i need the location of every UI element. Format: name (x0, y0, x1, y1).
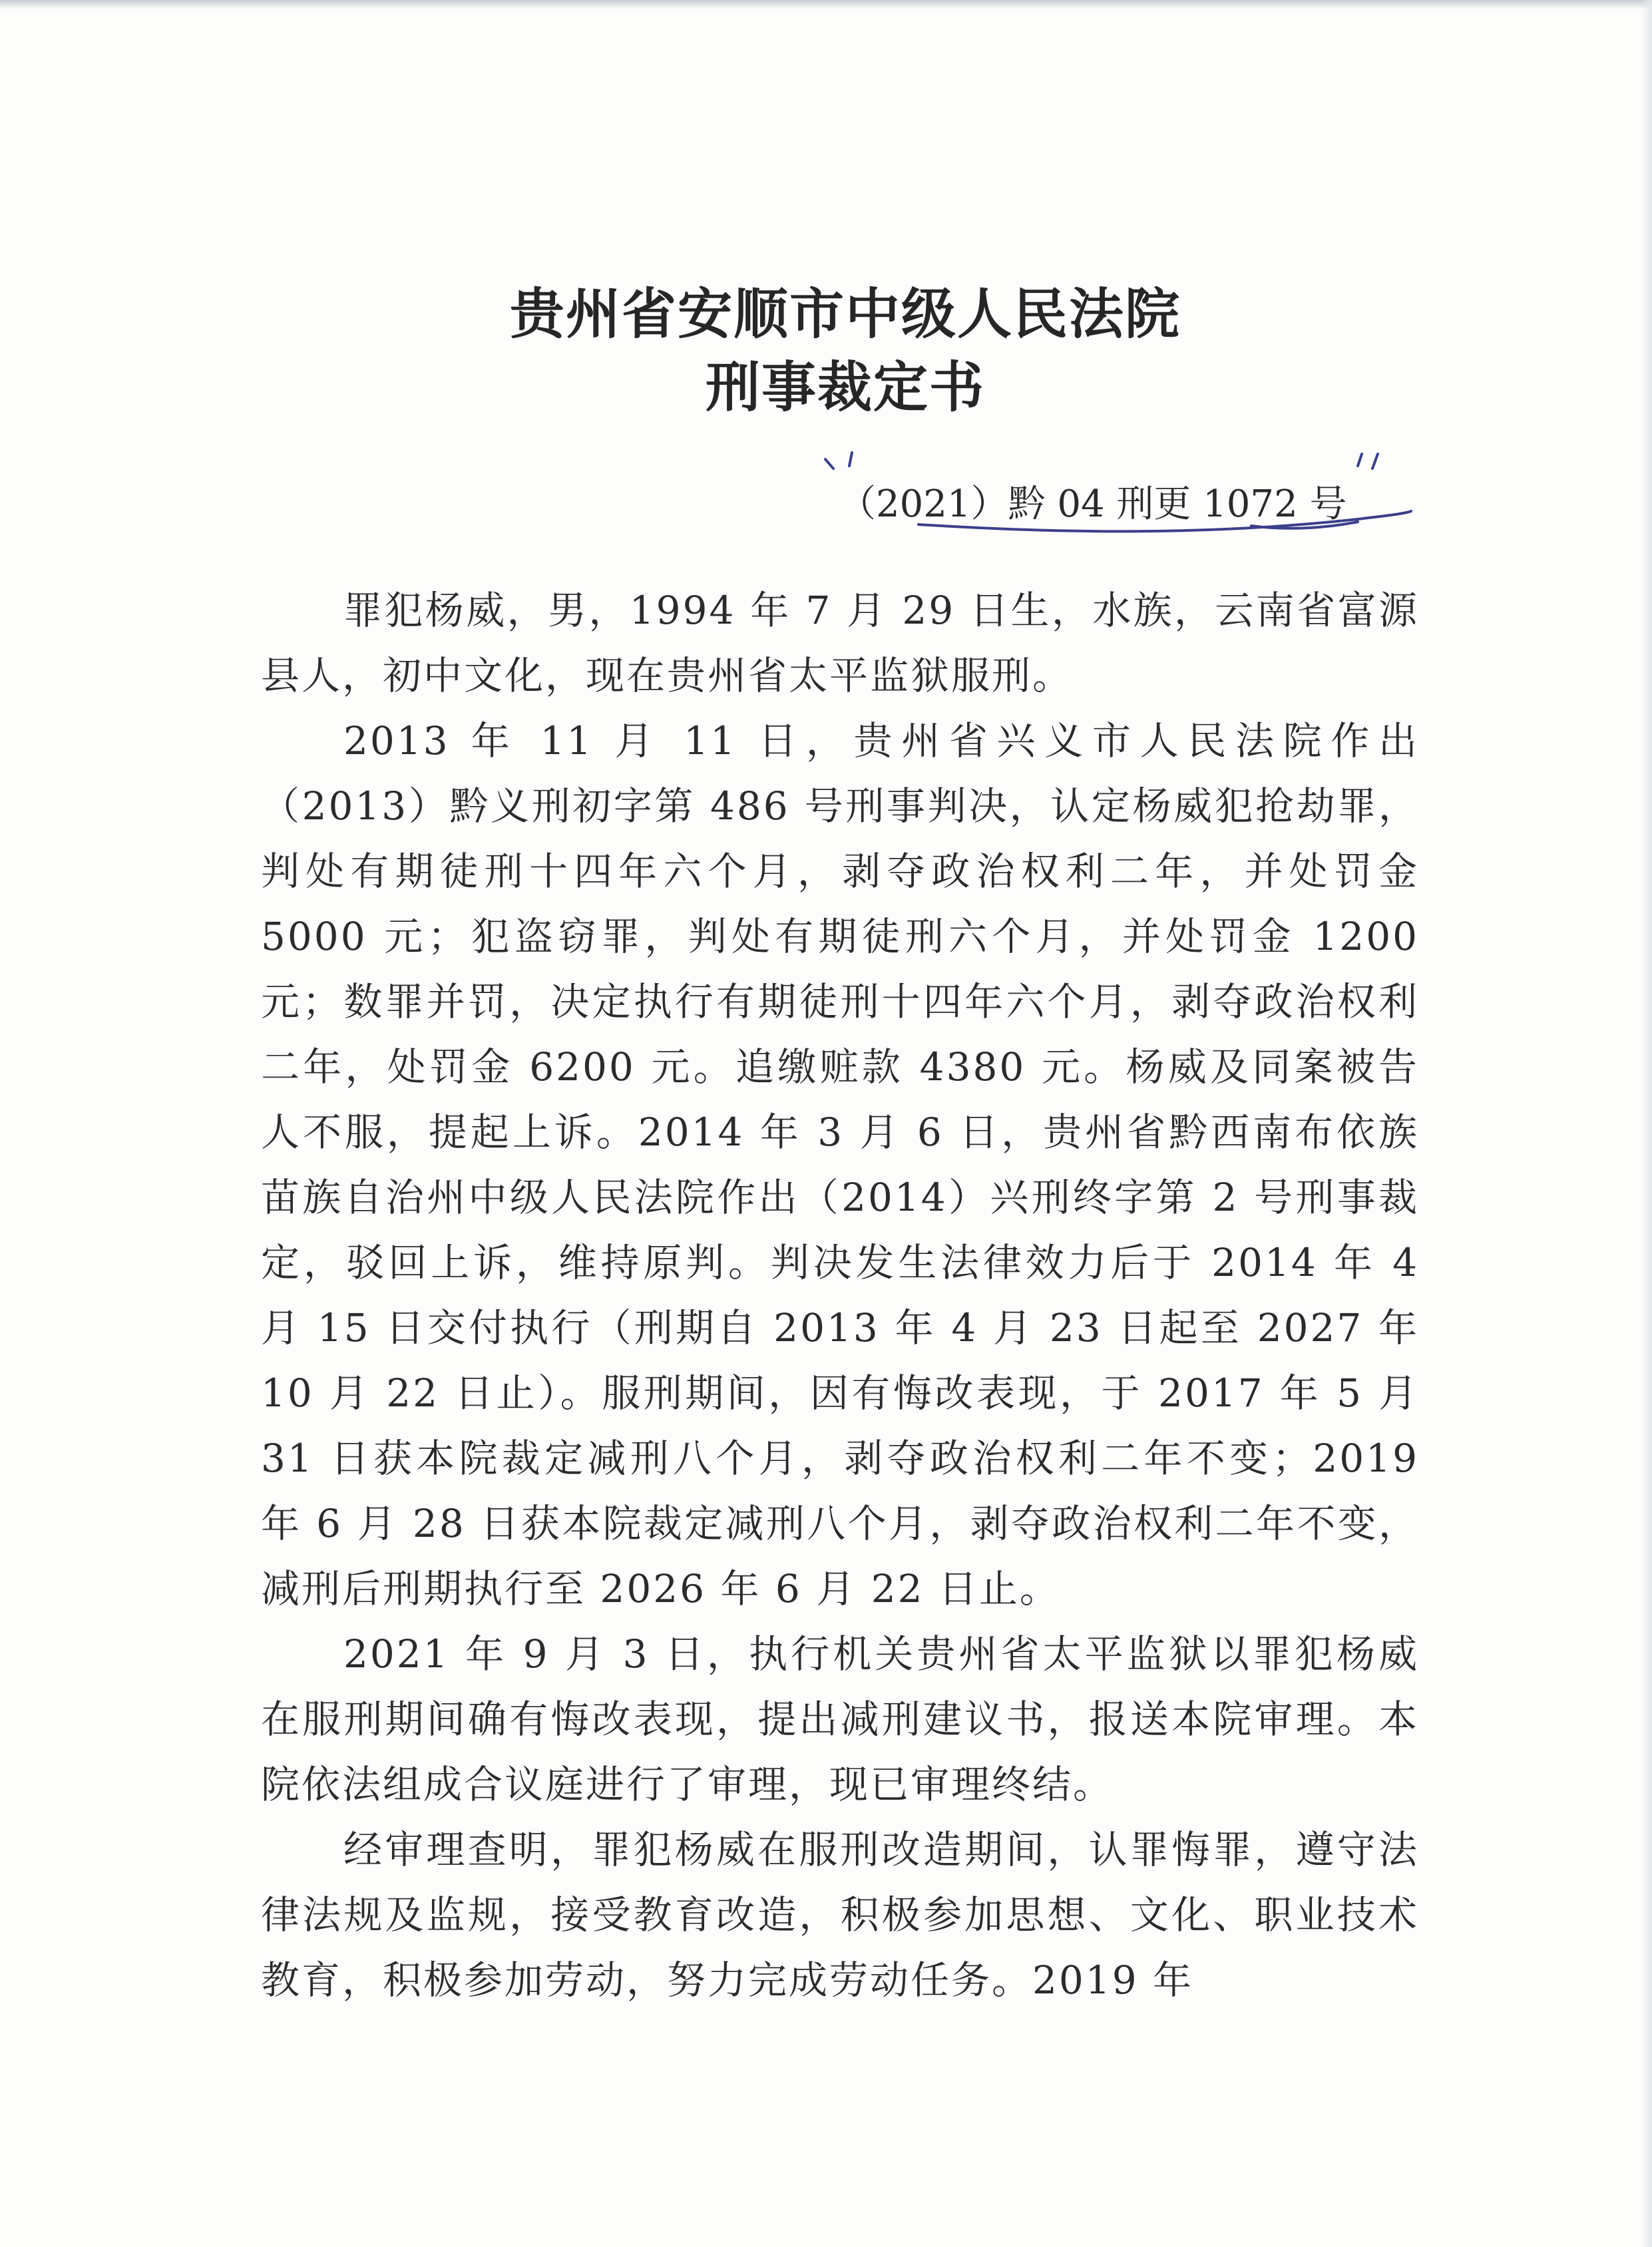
document-body (261, 578, 1419, 2013)
paragraph-proposal: 2021 年 9 月 3 日，执行机关贵州省太平监狱以罪犯杨威在服刑期间确有悔改表现，提出减刑建议书，报送本院审理。本院依法组成合议庭进行了审理，现已审理终结。 (261, 1631, 1419, 1807)
case-number: （2021）黔 04 刑更 1072 号 (839, 483, 1347, 526)
document-title: 刑事裁定书 (705, 356, 985, 419)
court-name: 贵州省安顺市中级人民法院 (509, 283, 1181, 346)
paragraph-findings: 经审理查明，罪犯杨威在服刑改造期间，认罪悔罪，遵守法律法规及监规，接受教育改造，积极参加思想、文化、职业技术教育，积极参加劳动，努力完成劳动任务。2019 年 (261, 1827, 1419, 2003)
paragraph-defendant-info: 罪犯杨威，男，1994 年 7 月 29 日生，水族，云南省富源县人，初中文化，现在贵州省太平监狱服刑。 (261, 588, 1419, 698)
scan-edge-top (0, 0, 1652, 9)
paragraph-case-history: 2013 年 11 月 11 日，贵州省兴义市人民法院作出（2013）黔义刑初字第 486 号刑事判决，认定杨威犯抢劫罪，判处有期徒刑十四年六个月，剥夺政治权利二年，并处罚金 5000 元；犯盗窃罪，判处有期徒刑六个月，并处罚金 1200 元；数罪并罚，决定执行有期徒刑十四年六个月，剥夺政治权利二年，处罚金 6200 元。追缴赃款 4380 元。杨威及同案被告人不服，提起上诉。2014 年 3 月 6 日，贵州省黔西南布依族苗族自治州中级人民法院作出（2014）兴刑终字第 2 号刑事裁定，驳回上诉，维持原判。判决发生法律效力后于 2014 年 4 月 15 日交付执行（刑期自 2013 年 4 月 23 日起至 2027 年 10 月 22 日止）。服刑期间，因有悔改表现，于 2017 年 5 月 31 日获本院裁定减刑八个月，剥夺政治权利二年不变；2019 年 6 月 28 日获本院裁定减刑八个月，剥夺政治权利二年不变，减刑后刑期执行至 2026 年 6 月 22 日止。 (261, 718, 1419, 1611)
